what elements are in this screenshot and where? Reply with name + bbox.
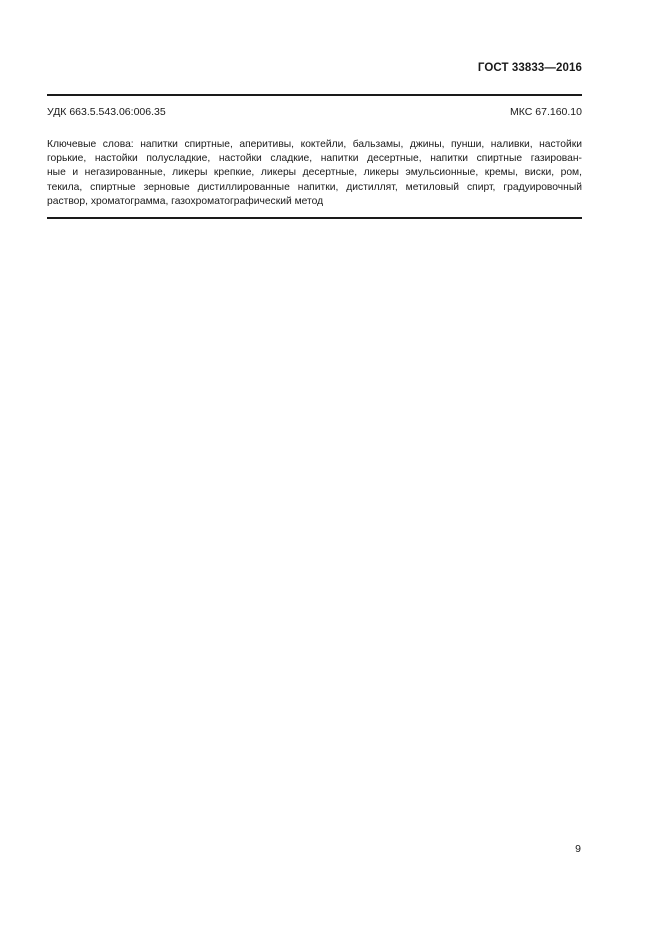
mks-code: МКС 67.160.10 (510, 106, 582, 118)
top-divider (47, 94, 582, 96)
standard-code: ГОСТ 33833—2016 (477, 62, 582, 74)
page-number: 9 (575, 843, 581, 855)
keywords-block (47, 138, 582, 209)
keywords-line: горькие, настойки полусладкие, настойки сладкие, напитки десертные, напитки спиртные газирован- (47, 153, 582, 165)
udk-code: УДК 663.5.543.06:006.35 (47, 106, 166, 118)
keywords-line: ные и негазированные, ликеры крепкие, ликеры десертные, ликеры эмульсионные, кремы, виски, ром, (47, 167, 582, 179)
keywords-line: Ключевые слова: напитки спиртные, аперитивы, коктейли, бальзамы, джины, пунши, наливки, настойки (47, 139, 582, 150)
keywords-line: раствор, хроматограмма, газохроматографический метод (47, 195, 324, 207)
bottom-divider (47, 217, 582, 219)
keywords-line: текила, спиртные зерновые дистиллированные напитки, дистиллят, метиловый спирт, градуировочный (47, 181, 582, 193)
